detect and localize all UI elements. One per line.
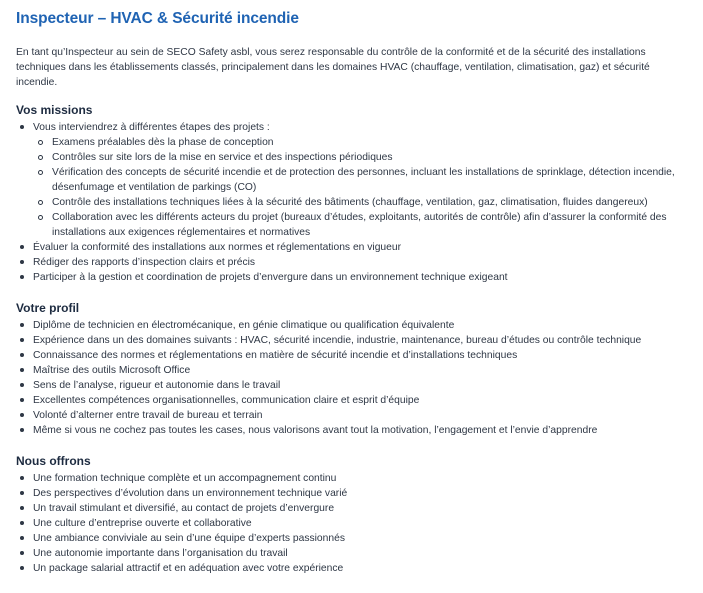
list-item — [16, 378, 691, 393]
list-item-text: Connaissance des normes et réglementations en matière de sécurité incendie et d’installations techniques — [33, 349, 518, 361]
list-item-text: Une formation technique complète et un accompagnement continu — [33, 472, 337, 484]
sub-list-item-text: Examens préalables dès la phase de conception — [52, 136, 274, 148]
bullet-icon — [20, 275, 24, 279]
list-item-text: Des perspectives d’évolution dans un environnement technique varié — [33, 487, 348, 499]
list-item — [16, 501, 691, 516]
bullet-icon — [20, 338, 24, 342]
circle-bullet-icon — [38, 140, 43, 145]
list-item — [16, 486, 691, 501]
circle-bullet-icon — [38, 200, 43, 205]
bullet-icon — [20, 323, 24, 327]
list-item — [16, 255, 691, 270]
profil-list — [16, 318, 691, 438]
sub-list-item — [33, 135, 691, 150]
sub-list-item-text: Contrôle des installations techniques liées à la sécurité des bâtiments (chauffage, ventilation, gaz, climatisation, fluides dangereux) — [52, 196, 648, 208]
intro-paragraph: En tant qu’Inspecteur au sein de SECO Safety asbl, vous serez responsable du contrôle de la conformité et de la sécurité des installations techniques dans les établissements classés, principalement dans les domaines HVAC (chauffage, ventilation, climatisation, gaz) et sécurité incendie. — [16, 47, 650, 89]
sub-list-item-text: Contrôles sur site lors de la mise en service et des inspections périodiques — [52, 151, 393, 163]
sub-list-item — [33, 210, 691, 240]
page-title: Inspecteur – HVAC & Sécurité incendie — [16, 10, 299, 27]
list-item-text: Une ambiance conviviale au sein d’une équipe d’experts passionnés — [33, 532, 345, 544]
section-heading-profil: Votre profil — [16, 300, 80, 315]
bullet-icon — [20, 428, 24, 432]
list-item-text: Volonté d’alterner entre travail de bureau et terrain — [33, 409, 263, 421]
sub-list-item — [33, 195, 691, 210]
list-item-text: Une autonomie importante dans l’organisation du travail — [33, 547, 288, 559]
list-item — [16, 270, 691, 285]
list-item — [16, 333, 691, 348]
list-item-text: Vous interviendrez à différentes étapes des projets : — [33, 121, 270, 133]
list-item-text: Participer à la gestion et coordination de projets d’envergure dans un environnement technique exigeant — [33, 271, 508, 283]
missions-sub-list — [33, 135, 691, 240]
bullet-icon — [20, 536, 24, 540]
list-item — [16, 531, 691, 546]
bullet-icon — [20, 125, 24, 129]
list-item — [16, 120, 691, 240]
section-heading-offrons: Nous offrons — [16, 453, 91, 468]
list-item — [16, 363, 691, 378]
bullet-icon — [20, 521, 24, 525]
list-item — [16, 408, 691, 423]
sub-list-item — [33, 150, 691, 165]
missions-list — [16, 120, 691, 285]
list-item-text: Un travail stimulant et diversifié, au contact de projets d’envergure — [33, 502, 335, 514]
circle-bullet-icon — [38, 170, 43, 175]
bullet-icon — [20, 506, 24, 510]
list-item-text: Expérience dans un des domaines suivants : HVAC, sécurité incendie, industrie, maintenance, bureau d’études ou contrôle technique — [33, 334, 642, 346]
bullet-icon — [20, 413, 24, 417]
list-item-text: Évaluer la conformité des installations aux normes et réglementations en vigueur — [33, 241, 402, 253]
list-item-text: Sens de l’analyse, rigueur et autonomie dans le travail — [33, 379, 281, 391]
offrons-list — [16, 471, 691, 576]
list-item — [16, 561, 691, 576]
sub-list-item-text: Vérification des concepts de sécurité incendie et de protection des personnes, incluant les installations de sprinklage, détection incendie, désenfumage et ventilation de parkings (CO) — [52, 166, 675, 193]
list-item-text: Maîtrise des outils Microsoft Office — [33, 364, 191, 376]
sub-list-item — [33, 165, 691, 195]
list-item — [16, 546, 691, 561]
bullet-icon — [20, 476, 24, 480]
list-item — [16, 348, 691, 363]
bullet-icon — [20, 353, 24, 357]
list-item-text: Même si vous ne cochez pas toutes les cases, nous valorisons avant tout la motivation, l’engagement et l’envie d’apprendre — [33, 424, 598, 436]
bullet-icon — [20, 551, 24, 555]
bullet-icon — [20, 491, 24, 495]
list-item-text: Une culture d’entreprise ouverte et collaborative — [33, 517, 252, 529]
list-item — [16, 516, 691, 531]
list-item-text: Diplôme de technicien en électromécanique, en génie climatique ou qualification équivalente — [33, 319, 455, 331]
list-item-text: Rédiger des rapports d’inspection clairs et précis — [33, 256, 256, 268]
bullet-icon — [20, 368, 24, 372]
bullet-icon — [20, 245, 24, 249]
list-item — [16, 423, 691, 438]
bullet-icon — [20, 398, 24, 402]
section-heading-missions: Vos missions — [16, 102, 93, 117]
circle-bullet-icon — [38, 215, 43, 220]
circle-bullet-icon — [38, 155, 43, 160]
list-item-text: Un package salarial attractif et en adéquation avec votre expérience — [33, 562, 344, 574]
list-item — [16, 240, 691, 255]
bullet-icon — [20, 566, 24, 570]
list-item — [16, 318, 691, 333]
list-item — [16, 471, 691, 486]
list-item-text: Excellentes compétences organisationnelles, communication claire et esprit d’équipe — [33, 394, 420, 406]
bullet-icon — [20, 383, 24, 387]
sub-list-item-text: Collaboration avec les différents acteurs du projet (bureaux d’études, exploitants, autorités de contrôle) afin d’assurer la conformité des installations aux exigences réglementaires et normatives — [52, 211, 667, 238]
list-item — [16, 393, 691, 408]
bullet-icon — [20, 260, 24, 264]
